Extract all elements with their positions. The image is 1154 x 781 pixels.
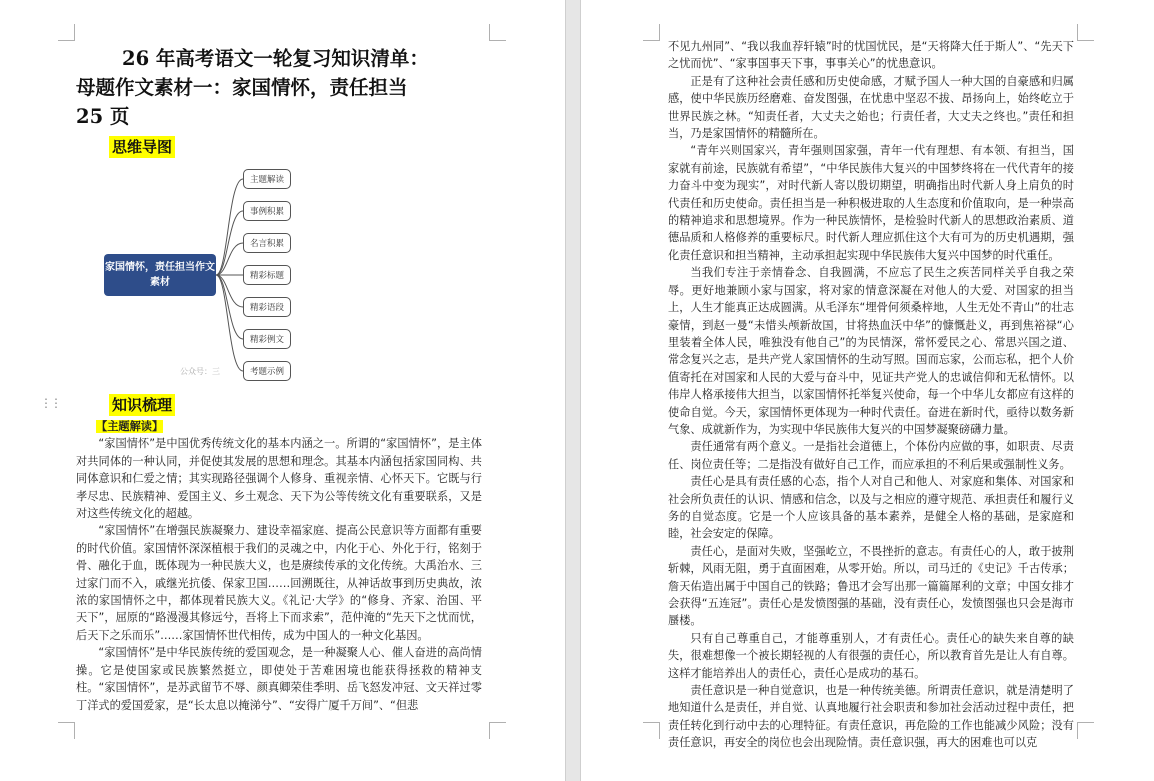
- theme-tag: 【主题解读】: [96, 420, 164, 433]
- page-gutter: [565, 0, 581, 781]
- title-line-2: 母题作文素材一：家国情怀，责任担当: [76, 76, 408, 99]
- crop-mark: [1077, 24, 1094, 41]
- mind-map-branch-node: 名言积累: [243, 233, 291, 253]
- connector-line: [216, 179, 243, 275]
- mind-map-branch-node: 精彩标题: [243, 265, 291, 285]
- mind-map-branch-node: 主题解读: [243, 169, 291, 189]
- document-page-left: [0, 0, 565, 781]
- document-page-right: [581, 0, 1154, 781]
- paragraph: 责任心，是面对失败，坚强屹立，不畏挫折的意志。有责任心的人，敢于披荆斩棘，风雨无阻，勇于直面困难，从零开始。所以，司马迁的《史记》千古传承；詹天佑造出属于中国自己的铁路；鲁迅才会写出那一篇篇犀利的文章；中国女排才会获得“五连冠”。责任心是发愤图强的基础，没有责任心，发愤图强也只会是海市蜃楼。: [668, 544, 1074, 628]
- mind-map-branch-node: 考题示例: [243, 361, 291, 381]
- paragraph: 责任意识是一种自觉意识，也是一种传统美德。所谓责任意识，就是清楚明了地知道什么是责任，并自觉、认真地履行社会职责和参加社会活动过程中责任，把责任转化到行动中去的心理特征。有责任意识，再危险的工作也能减少风险；没有责任意识，再安全的岗位也会出现险情。责任意识强，再大的困难也可以克: [668, 684, 1074, 750]
- paragraph: 不见九州同”、“我以我血荐轩辕”时的忧国忧民，是“天将降大任于斯人”、“先天下之忧而忧”、“家事国事天下事，事事关心”的忧患意识。: [668, 40, 1074, 71]
- left-body-text: [76, 418, 482, 714]
- section-heading-knowledge: 知识梳理: [109, 394, 175, 416]
- paragraph: 责任心是具有责任感的心态，指个人对自己和他人、对家庭和集体、对国家和社会所负责任的认识、情感和信念，以及与之相应的遵守规范、承担责任和履行义务的自觉态度。它是一个人应该具备的基本素养，是健全人格的基础，是家庭和睦，社会安定的保障。: [668, 475, 1074, 541]
- title-line-3: 25 页: [76, 105, 130, 128]
- title-line-1: 26 年高考语文一轮复习知识清单：: [122, 47, 429, 70]
- drag-handle-icon[interactable]: ⋮⋮: [40, 396, 60, 410]
- paragraph: 责任通常有两个意义。一是指社会道德上，个体份内应做的事，如职责、尽责任、岗位责任等；二是指没有做好自己工作，而应承担的不利后果或强制性义务。: [668, 440, 1074, 471]
- mind-map-branch-node: 事例积累: [243, 201, 291, 221]
- paragraph: “家国情怀”是中华民族传统的爱国观念，是一种凝聚人心、催人奋进的高尚情操。它是使国家或民族繁然挺立，即使处于苦难困境也能获得拯救的精神支柱。“家国情怀”，是苏武留节不辱、颜真卿荣佳季明、岳飞怒发冲冠、文天祥过零丁洋式的爱国爱家，是“长太息以掩涕兮”、“安得广厦千万间”、“但悲: [76, 646, 482, 712]
- paragraph: 正是有了这种社会责任感和历史使命感，才赋予国人一种大国的自豪感和归属感，使中华民族历经磨难、奋发图强，在忧患中坚忍不拔、昂扬向上，始终屹立于世界民族之林。“知责任者，大丈夫之始也；行责任者，大丈夫之终也。”责任和担当，乃是家国情怀的精髓所在。: [668, 74, 1074, 141]
- connector-line: [216, 275, 243, 371]
- watermark-text: 公众号：三: [180, 367, 220, 376]
- paragraph: 当我们专注于亲情眷念、自我圆满，不应忘了民生之疾苦同样关乎自我之荣辱。更好地兼顾小家与国家，将对家的情意深凝在对他人的大爱、对国家的担当上，人生才能真正达成圆满。从毛泽东“埋骨何须桑梓地，人生无处不青山”的壮志豪情，到赵一曼“未惜头颅新故国，甘将热血沃中华”的慷慨赴义，再到焦裕禄“心里装着全体人民，唯独没有他自己”的为民情深，常怀爱民之心、常思兴国之道、常念复兴之志，是共产党人家国情怀的生动写照。国而忘家，公而忘私，把个人价值寄托在对国家和人民的大爱与奋斗中，见证共产党人的忠诚信仰和无私情怀。以伟岸人格承接伟大担当，以家国情怀托举复兴使命，每一个中华儿女都应有这样的使命自觉。今天，家国情怀更体现为一种时代责任。奋进在新时代，亟待以数务新气象、成就新作为，为实现中华民族伟大复兴的中国梦凝聚磅礴力量。: [668, 266, 1074, 436]
- paragraph: “青年兴则国家兴，青年强则国家强，青年一代有理想、有本领、有担当，国家就有前途，民族就有希望”，“中华民族伟大复兴的中国梦终将在一代代青年的接力奋斗中变为现实”，对时代新人寄以殷切期望，明确指出时代新人身上肩负的时代责任和历史使命。责任担当是一种积极进取的人生态度和价值取向，是一种崇高的精神追求和思想境界。作为一种民族情怀，是检验时代新人的思想政治素质、道德品质和人格修养的重要标尺。时代新人理应抓住这个大有可为的历史机遇期，强化责任意识和担当精神，主动承担起实现中华民族伟大复兴中国梦的时代重任。: [668, 144, 1074, 262]
- mind-map-branch-node: 精彩语段: [243, 297, 291, 317]
- crop-mark: [643, 722, 660, 739]
- mind-map-branch-node: 精彩例文: [243, 329, 291, 349]
- crop-mark: [643, 24, 660, 41]
- paragraph: “家国情怀”在增强民族凝聚力、建设幸福家庭、提高公民意识等方面都有重要的时代价值。家国情怀深深植根于我们的灵魂之中，内化于心、外化于行，铭刻于骨、融化于血，既体现为一种民族大义，也是赓续传承的文化传统。大禹治水、三过家门而不入，戚继光抗倭、保家卫国……回溯既往，从神话故事到历史典故，浓浓的家国情怀之中，都体现着民族大义。《礼记·大学》的“修身、齐家、治国、平天下”，屈原的“路漫漫其修远兮，吾将上下而求索”，范仲淹的“先天下之忧而忧，后天下之乐而乐”……家国情怀世代相传，成为中国人的一种文化基因。: [76, 524, 482, 642]
- paragraph: “家国情怀”是中国优秀传统文化的基本内涵之一。所谓的“家国情怀”，是主体对共同体的一种认同，并促使其发展的思想和理念。其基本内涵包括家国同构、共同体意识和仁爱之情；其实现路径强调个人修身、重视亲情、心怀天下。它既与行孝尽忠、民族精神、爱国主义、乡土观念、天下为公等传统文化有重要联系，又是对这些传统文化的超越。: [76, 437, 482, 521]
- mind-map-center-node: 家国情怀，责任担当作文素材: [104, 254, 216, 296]
- crop-mark: [1077, 722, 1094, 739]
- paragraph: 只有自己尊重自己，才能尊重别人，才有责任心。责任心的缺失来自尊的缺失，很难想像一个被长期轻视的人有很强的责任心，所以教育首先是让人有自尊。这样才能培养出人的责任心，责任心是成功的基石。: [668, 631, 1074, 680]
- right-body-text: [668, 38, 1074, 752]
- section-heading-mindmap: 思维导图: [109, 136, 175, 158]
